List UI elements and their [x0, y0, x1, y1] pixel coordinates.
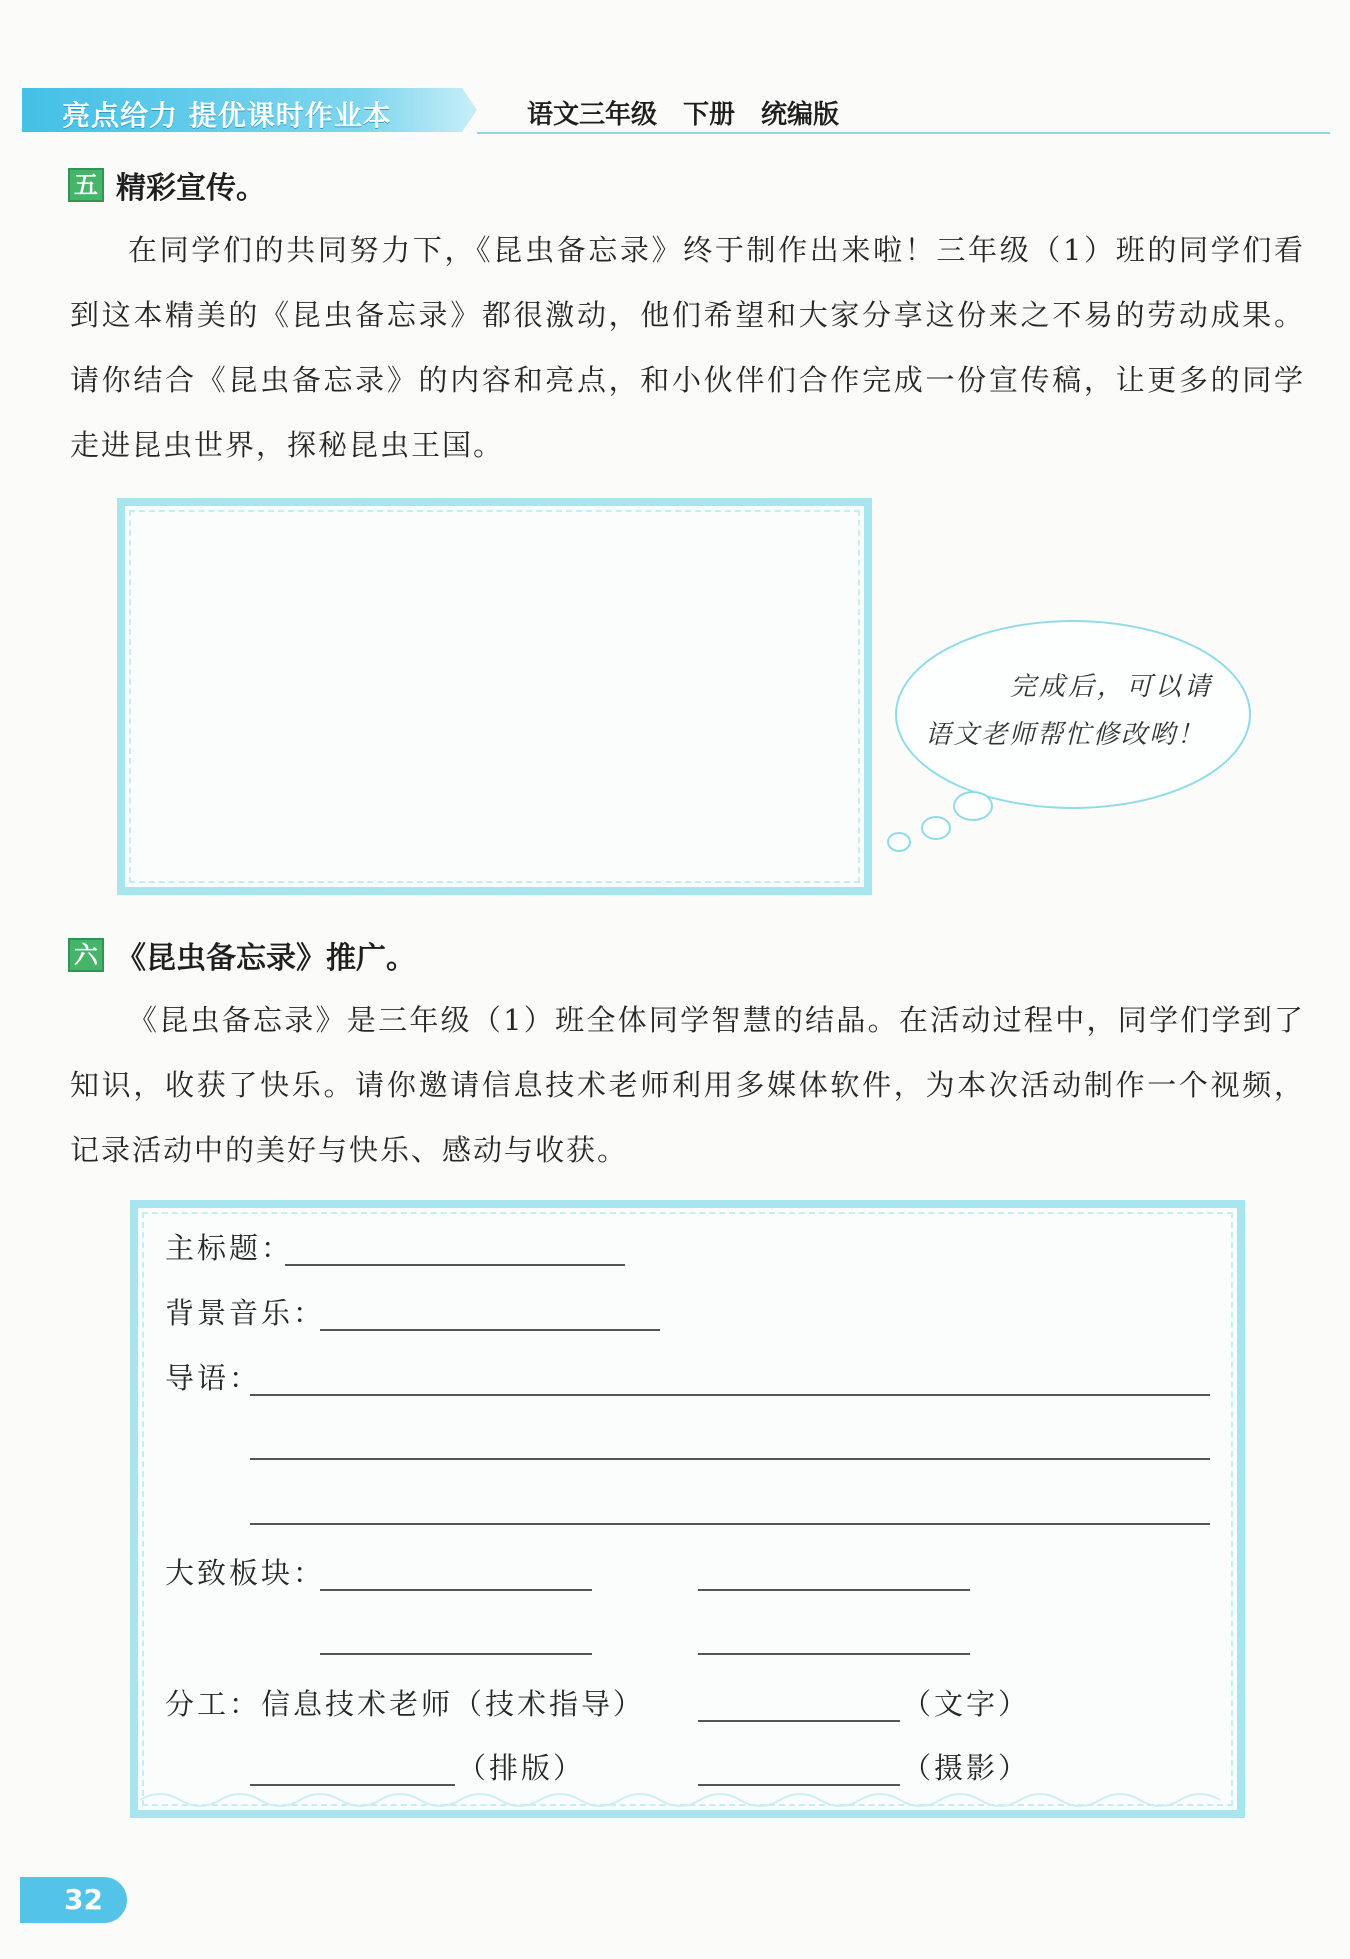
page-number: 32 [20, 1877, 127, 1923]
main-title-label: 主标题： [165, 1231, 294, 1265]
text-role-label: （文字） [902, 1687, 1031, 1721]
section-blank-2[interactable] [698, 1589, 970, 1591]
section-five-paragraph: 在同学们的共同努力下，《昆虫备忘录》终于制作出来啦！三年级（1）班的同学们看到这本精美的《昆虫备忘录》都很激动，他们希望和大家分享这份来之不易的劳动成果。请你结合《昆虫备忘录》的内容和亮点，和小伙伴们合作完成一份宣传稿，让更多的同学走进昆虫世界，探秘昆虫王国。 [70, 233, 1305, 462]
section-five-title: 精彩宣传。 [116, 171, 266, 206]
tip-thought-bubble [895, 620, 1251, 809]
intro-label: 导语： [165, 1361, 262, 1395]
section-six-paragraph: 《昆虫备忘录》是三年级（1）班全体同学智慧的结晶。在活动过程中，同学们学到了知识，收获了快乐。请你邀请信息技术老师利用多媒体软件，为本次活动制作一个视频，记录活动中的美好与快乐、感动与收获。 [70, 1003, 1305, 1167]
section-five-heading [68, 163, 266, 207]
background-music-label: 背景音乐： [165, 1296, 326, 1330]
bubble-dot-large [953, 791, 993, 821]
section-six-number: 六 [68, 938, 104, 972]
section-blank-3[interactable] [320, 1653, 592, 1655]
sections-label: 大致板块： [165, 1556, 326, 1590]
section-six-heading [68, 933, 416, 977]
header-rule [477, 132, 1330, 134]
intro-blank-3[interactable] [250, 1523, 1210, 1525]
bubble-dot-small [887, 832, 911, 852]
page-header [22, 88, 1330, 138]
main-title-blank[interactable] [285, 1264, 625, 1266]
intro-blank-2[interactable] [250, 1458, 1210, 1460]
tip-line-1: 完成后，可以请 [1009, 672, 1213, 702]
section-six-title: 《昆虫备忘录》推广。 [116, 941, 416, 976]
tip-line-2: 语文老师帮忙修改哟！ [925, 720, 1206, 750]
promo-writing-box[interactable] [117, 498, 872, 895]
bubble-dot-medium [921, 816, 951, 840]
intro-blank-1[interactable] [250, 1394, 1210, 1396]
layout-role-label: （排版） [457, 1751, 586, 1785]
photo-role-label: （摄影） [902, 1751, 1031, 1785]
text-role-blank[interactable] [698, 1720, 900, 1722]
section-blank-1[interactable] [320, 1589, 592, 1591]
background-music-blank[interactable] [320, 1329, 660, 1331]
section-five-number: 五 [68, 168, 104, 202]
book-title: 亮点给力 提优课时作业本 [62, 99, 392, 132]
division-label: 分工：信息技术老师（技术指导） [165, 1687, 646, 1721]
section-blank-4[interactable] [698, 1653, 970, 1655]
decorative-wave-border [140, 1782, 1235, 1808]
book-info: 语文三年级 下册 统编版 [527, 100, 840, 130]
